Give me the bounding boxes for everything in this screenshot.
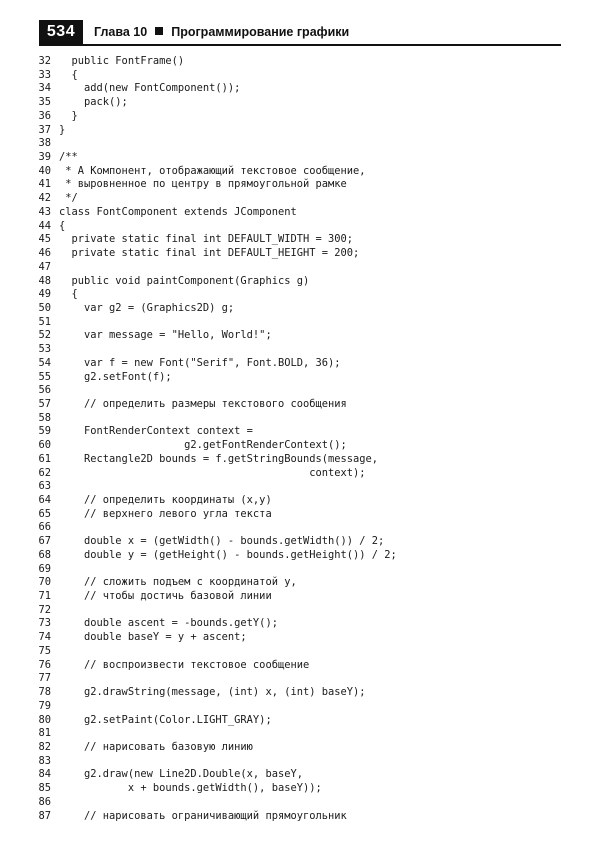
line-number: 42 (38, 192, 51, 205)
code-line (37, 810, 567, 824)
code-line (37, 178, 567, 192)
header-rule (39, 44, 561, 46)
code-text: private static final int DEFAULT_WIDTH = 300; (59, 233, 354, 246)
code-line (37, 631, 567, 645)
code-line (37, 233, 567, 247)
code-text: { (59, 68, 78, 81)
square-bullet-icon (155, 27, 163, 35)
code-text: // чтобы достичь базовой линии (59, 590, 272, 603)
line-number: 48 (38, 274, 51, 287)
code-line (37, 384, 567, 398)
code-text: // нарисовать ограничивающий прямоугольник (59, 809, 347, 822)
line-number: 40 (38, 164, 51, 177)
code-line (37, 549, 567, 563)
page-header (39, 16, 561, 46)
line-number: 56 (38, 384, 51, 397)
line-number: 78 (38, 686, 51, 699)
code-text: g2.drawString(message, (int) x, (int) baseY); (59, 686, 366, 699)
line-number: 50 (38, 301, 51, 314)
code-text: add(new FontComponent()); (59, 82, 241, 95)
line-number: 53 (38, 343, 51, 356)
line-number: 51 (38, 315, 51, 328)
code-text: var f = new Font("Serif", Font.BOLD, 36); (59, 356, 341, 369)
code-text: // верхнего левого угла текста (59, 507, 272, 520)
line-number: 73 (38, 617, 51, 630)
code-text: public void paintComponent(Graphics g) (59, 274, 310, 287)
line-number: 58 (38, 411, 51, 424)
code-text: } (59, 109, 78, 122)
code-line (37, 96, 567, 110)
code-text: x + bounds.getWidth(), baseY)); (59, 782, 322, 795)
code-line (37, 576, 567, 590)
line-number: 70 (38, 576, 51, 589)
line-number: 69 (38, 562, 51, 575)
line-number: 47 (38, 260, 51, 273)
code-line (37, 302, 567, 316)
code-line (37, 727, 567, 741)
code-line (37, 206, 567, 220)
code-line (37, 124, 567, 138)
line-number: 87 (38, 809, 51, 822)
code-line (37, 700, 567, 714)
line-number: 64 (38, 494, 51, 506)
line-number: 80 (38, 713, 51, 726)
code-line (37, 425, 567, 439)
line-number: 41 (38, 178, 51, 191)
code-line (37, 453, 567, 467)
line-number: 38 (38, 137, 51, 150)
code-line (37, 782, 567, 796)
code-text: g2.getFontRenderContext(); (59, 439, 347, 452)
code-line (37, 82, 567, 96)
code-line (37, 412, 567, 426)
line-number: 36 (38, 109, 51, 122)
chapter-title: Программирование графики (171, 25, 350, 39)
line-number: 37 (38, 123, 51, 136)
code-line (37, 535, 567, 549)
code-line (37, 343, 567, 357)
code-line (37, 137, 567, 151)
line-number: 67 (38, 535, 51, 548)
code-text: Rectangle2D bounds = f.getStringBounds(message, (59, 452, 379, 465)
line-number: 74 (38, 631, 51, 644)
code-text: g2.setPaint(Color.LIGHT_GRAY); (59, 713, 272, 726)
line-number: 43 (38, 205, 51, 218)
line-number: 63 (38, 480, 51, 493)
code-line (37, 659, 567, 673)
code-text: var message = "Hello, World!"; (59, 329, 272, 342)
code-text: // воспроизвести текстовое сообщение (59, 658, 310, 671)
line-number: 39 (38, 151, 51, 164)
line-number: 49 (38, 288, 51, 301)
code-line (37, 357, 567, 371)
code-text: // нарисовать базовую линию (59, 740, 253, 753)
line-number: 60 (38, 439, 51, 452)
code-line (37, 521, 567, 535)
code-line (37, 768, 567, 782)
code-text: } (59, 123, 66, 136)
code-line (37, 151, 567, 165)
code-text: context); (59, 466, 366, 479)
code-text: FontRenderContext context = (59, 425, 253, 438)
code-text: class FontComponent extends JComponent (59, 205, 297, 218)
code-text: { (59, 219, 66, 232)
line-number: 79 (38, 699, 51, 712)
code-text: // сложить подъем с координатой y, (59, 576, 297, 589)
code-line (37, 439, 567, 453)
code-line (37, 741, 567, 755)
code-text: /** (59, 151, 78, 164)
line-number: 33 (38, 68, 51, 81)
code-line (37, 672, 567, 686)
code-text: double y = (getHeight() - bounds.getHeight()) / 2; (59, 548, 397, 561)
line-number: 44 (38, 219, 51, 232)
line-number: 35 (38, 96, 51, 109)
code-text: double ascent = -bounds.getY(); (59, 617, 278, 630)
line-number: 45 (38, 233, 51, 246)
code-text: // определить размеры текстового сообщения (59, 397, 347, 410)
line-number: 77 (38, 672, 51, 685)
line-number: 62 (38, 466, 51, 479)
code-line (37, 480, 567, 494)
code-line (37, 110, 567, 124)
code-line (37, 796, 567, 810)
code-line (37, 755, 567, 769)
code-line (37, 275, 567, 289)
line-number: 75 (38, 644, 51, 657)
code-line (37, 329, 567, 343)
code-text: double baseY = y + ascent; (59, 631, 247, 644)
code-line (37, 563, 567, 577)
code-line (37, 165, 567, 179)
code-line (37, 192, 567, 206)
line-number: 66 (38, 521, 51, 534)
code-text: g2.setFont(f); (59, 370, 172, 383)
line-number: 46 (38, 247, 51, 260)
code-text: public FontFrame() (59, 55, 185, 67)
line-number: 81 (38, 727, 51, 740)
code-line (37, 55, 567, 69)
code-line (37, 590, 567, 604)
line-number: 34 (38, 82, 51, 95)
code-line (37, 398, 567, 412)
code-text: pack(); (59, 96, 128, 109)
code-line (37, 617, 567, 631)
code-text: double x = (getWidth() - bounds.getWidth()) / 2; (59, 535, 385, 548)
line-number: 52 (38, 329, 51, 342)
line-number: 59 (38, 425, 51, 438)
code-text: * A Компонент, отображающий текстовое сообщение, (59, 164, 366, 177)
code-text: */ (59, 192, 78, 205)
line-number: 82 (38, 740, 51, 753)
code-line (37, 604, 567, 618)
chapter-label: Глава 10 (94, 25, 148, 39)
code-line (37, 69, 567, 83)
code-line (37, 220, 567, 234)
code-line (37, 645, 567, 659)
line-number: 86 (38, 795, 51, 808)
line-number: 72 (38, 603, 51, 616)
line-number: 85 (38, 782, 51, 795)
code-line (37, 316, 567, 330)
code-text: { (59, 288, 78, 301)
line-number: 68 (38, 548, 51, 561)
line-number: 61 (38, 452, 51, 465)
code-text: var g2 = (Graphics2D) g; (59, 301, 235, 314)
code-line (37, 508, 567, 522)
line-number: 83 (38, 754, 51, 767)
code-line (37, 288, 567, 302)
line-number: 71 (38, 590, 51, 603)
line-number: 65 (38, 507, 51, 520)
code-line (37, 371, 567, 385)
line-number: 76 (38, 658, 51, 671)
line-number: 32 (38, 55, 51, 67)
line-number: 57 (38, 397, 51, 410)
code-line (37, 247, 567, 261)
code-text: // определить координаты (x,y) (59, 494, 272, 506)
code-line (37, 686, 567, 700)
line-number: 55 (38, 370, 51, 383)
code-listing (37, 55, 567, 823)
code-text: private static final int DEFAULT_HEIGHT = 200; (59, 247, 360, 260)
code-line (37, 261, 567, 275)
line-number: 84 (38, 768, 51, 781)
code-text: * выровненное по центру в прямоугольной рамке (59, 178, 347, 191)
code-line (37, 714, 567, 728)
page-number: 534 (39, 20, 83, 44)
code-text: g2.draw(new Line2D.Double(x, baseY, (59, 768, 303, 781)
code-line (37, 467, 567, 481)
line-number: 54 (38, 356, 51, 369)
running-head (94, 22, 349, 42)
code-line (37, 494, 567, 508)
